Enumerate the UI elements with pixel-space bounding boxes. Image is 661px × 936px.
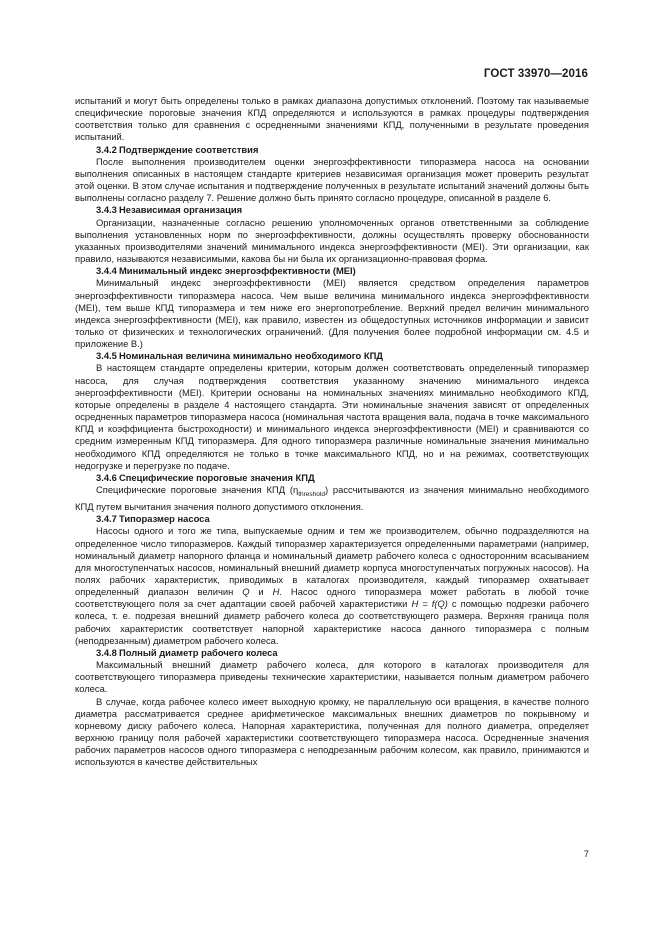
text-run: . Насос одного типоразмера может работать в любой точке соответствующего поля за счет адаптации своей рабочей характеристики [75, 586, 590, 610]
formula: H = f(Q) [411, 598, 448, 610]
text-run: и [249, 586, 273, 598]
section-heading-3-4-7 [96, 513, 589, 525]
subscript-threshold: threshold [298, 490, 325, 498]
page-number: 7 [583, 848, 589, 859]
paragraph-continued: испытаний и могут быть определены только в рамках диапазона допустимых отклонений. Поэтому так называемые специфические пороговые значения КПД определяются и используются в рамках процедуры подтверждения соответствия только для сравнения с осредненными значениями КПД, полученными в результате проведения испытаний. [75, 95, 589, 143]
paragraph-3-4-8-a: Максимальный внешний диаметр рабочего колеса, для которого в каталогах производителя для соответствующего типоразмера приведены технические характеристики, называется полным диаметром рабочего колеса. [75, 659, 589, 695]
section-heading-3-4-5 [96, 350, 589, 362]
text-run: Специфические пороговые значения КПД (η [96, 484, 299, 495]
paragraph-3-4-4: Минимальный индекс энергоэффективности (MEI) является средством определения параметров энергоэффективности типоразмера насоса. Чем выше величина минимального индекса энергоэффективности (MEI), тем выше КПД типоразмера и тем ниже его энергопотребление. Верхний предел величин минимального индекса энергоэффективности (MEI), как правило, известен из общедоступных источников информации и зависит только от физических и технологических ограничений. (Для получения более подробной информации см. 4.5 и приложение В.) [75, 277, 589, 350]
section-number: 3.4.8 [96, 646, 117, 658]
section-number: 3.4.7 [96, 513, 117, 525]
section-number: 3.4.2 [96, 143, 117, 155]
section-title: Номинальная величина минимально необходимого КПД [119, 350, 383, 362]
symbol-q: Q [242, 586, 250, 598]
paragraph-3-4-5: В настоящем стандарте определены критерии, которым должен соответствовать определенный типоразмер насоса, для случая подтверждения соответствия указанному значению минимального индекса энергоэффективности (MEI). Критерии основаны на номинальных значениях минимально необходимого КПД, которые определены в разделе 4 настоящего стандарта. Эти номинальные значения зависят от определенных осредненных параметров типоразмера насоса (номинальная частота вращения вала, подача в точке максимального КПД и коэффициента быстроходности) и минимального индекса энергоэффективности (MEI) и сравниваются со средним измеренным КПД типоразмера. Для одного типоразмера различные номинальные значения минимально необходимого КПД определяются не только в точке максимального КПД, но и на режимах, соответствующих недогрузке и перегрузке по подаче. [75, 362, 589, 471]
text-run: ) рассчитываются из значения минимально необходимого КПД путем вычитания значения полного допустимого отклонения. [75, 484, 589, 513]
page-body [75, 95, 589, 768]
paragraph-3-4-7 [75, 525, 589, 647]
section-number: 3.4.6 [96, 471, 117, 483]
section-number: 3.4.4 [96, 265, 117, 277]
paragraph-3-4-3: Организации, назначенные согласно решению уполномоченных органов ответственными за соблюдение выполнения установленных норм по энергоэффективности, должны осуществлять проверку обоснованности указанных производителями значений минимального индекса энергоэффективности (MEI). Эти организации, как правило, называются независимыми, какова бы ни была их организационно-правовая форма. [75, 216, 589, 265]
section-title: Специфические пороговые значения КПД [119, 471, 315, 483]
section-title: Минимальный индекс энергоэффективности (MEI) [119, 265, 356, 277]
paragraph-3-4-8-b: В случае, когда рабочее колесо имеет выходную кромку, не параллельную оси вращения, в качестве полного диаметра рассматривается среднее арифметическое максимальных внешних диаметров по покрывному и корневому диску рабочего колеса. Напорная характеристика, полученная для полного диаметра, определяет верхнюю границу поля рабочей характеристики соответствующего типоразмера насоса. Осредненные значения рабочих параметров насосов одного типоразмера с неподрезанным рабочим колесом, как правило, принимаются и используются в качестве действительных [75, 695, 589, 768]
section-title: Типоразмер насоса [119, 513, 210, 525]
paragraph-3-4-2: После выполнения производителем оценки энергоэффективности типоразмера насоса на основании выполнения описанных в настоящем стандарте критериев независимая организация может проверить результат этой оценки. В этом случае испытания и подтверждение полученных в результате испытаний значений должны быть выполнены согласно разделу 7. Решение должно быть принято согласно процедуре, описанной в разделе 6. [75, 155, 589, 204]
text-run: с помощью подрезки рабочего колеса, т. е. подрезая внешний диаметр рабочего колеса до соответствующего размера. Верхняя граница поля рабочих характеристик соответствует напорной характеристике насоса данного типоразмера с полным (неподрезанным) диаметром рабочего колеса. [75, 598, 589, 646]
section-title: Полный диаметр рабочего колеса [119, 646, 278, 658]
section-heading-3-4-8 [96, 647, 589, 659]
section-heading-3-4-2 [96, 144, 589, 156]
section-title: Независимая организация [119, 204, 243, 216]
section-heading-3-4-3 [96, 204, 589, 216]
text-run: Насосы одного и того же типа, выпускаемые одним и тем же производителем, обычно подразделяются на определенное число типоразмеров. Каждый типоразмер характеризуется определенными параметрами (например, номинальный диаметр напорного фланца и номинальный диаметр рабочего колеса с односторонним всасыванием для многоступенчатых насосов, номинальный внешний диаметр корпуса многоступенчатых погружных насосов). На полях рабочих характеристик, приводимых в каталогах производителя, каждый типоразмер охватывает определенный диапазон величин [75, 525, 589, 598]
section-title: Подтверждение соответствия [119, 143, 259, 155]
section-number: 3.4.3 [96, 204, 117, 216]
section-heading-3-4-4 [96, 265, 589, 277]
section-number: 3.4.5 [96, 350, 117, 362]
document-id-header: ГОСТ 33970—2016 [483, 68, 588, 80]
paragraph-3-4-6 [75, 484, 589, 513]
section-heading-3-4-6 [96, 472, 589, 484]
symbol-h: H [272, 586, 280, 598]
